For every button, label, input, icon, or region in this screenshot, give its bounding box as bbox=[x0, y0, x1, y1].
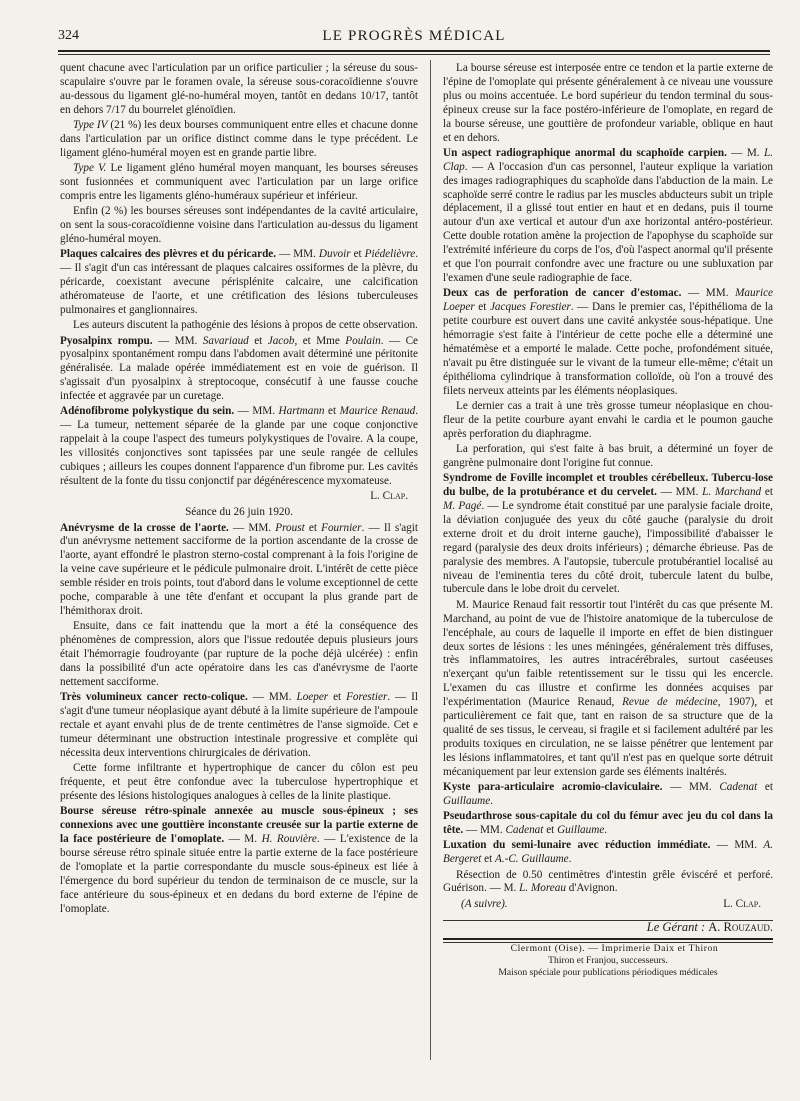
page-number: 324 bbox=[58, 28, 79, 43]
text-run: — M. bbox=[726, 146, 764, 159]
author-name: A. Bergeret bbox=[443, 839, 773, 866]
text-run: et bbox=[350, 248, 365, 261]
text-run: Ensuite, dans ce fait inattendu que la mort a été la conséquence des phénomènes de compression, alors que l'issue redoutée depuis plusieurs jours était l'hémorragie foudroyante (par rupture de la poche déjà ulcérée) : enfin dans la possibilité d'un acte opératoire dans les cas d'anévrysme de l'aorte nettement sacciforme. bbox=[60, 620, 418, 688]
report-entry bbox=[443, 472, 773, 597]
text-run: et bbox=[304, 521, 322, 534]
text-run: . — Il s'agit d'une tumeur néoplasique ayant débuté à la limite supérieure de l'ampoule rectale et ayant envahi plus de de trente centimètres de l'anse sigmoïde. Cet e tumeur déterminant une obstruction intestinale progressive et complète qui nécessita deux interventions chirurgicales de dérivation. bbox=[60, 691, 418, 759]
text-run: — MM. bbox=[681, 287, 736, 300]
imprint-rule bbox=[443, 938, 773, 940]
entry-title: Un aspect radiographique anormal du scaphoïde carpien. bbox=[443, 146, 727, 159]
author-name: L. Moreau bbox=[519, 882, 566, 895]
continuation-line bbox=[443, 898, 773, 914]
text-run: et bbox=[324, 405, 340, 418]
header-rule bbox=[58, 50, 770, 52]
report-entry bbox=[443, 839, 773, 867]
author-name: Cadenat bbox=[505, 824, 544, 837]
text-run: . — Ce pyosalpinx spontanément rompu dans l'abdomen avait déterminé une péritonite généralisée. La malade opérée immédiatement est en voie de guérison. Il s'agissait d'un pyosalpinx à streptocoque, consécutif à une fausse couche infectée et aggravée par un curetage. bbox=[60, 334, 418, 403]
gerant-label: Le Gérant : bbox=[646, 919, 706, 934]
text-run: Les auteurs discutent la pathogénie des lésions à propos de cette observation. bbox=[73, 319, 418, 332]
text-run: . — La tumeur, nettement séparée de la glande par une coque conjonctive rappelait à la coupe l'aspect des tumeurs polykystiques de l'ovaire. A la coupe, les villosités conjonctives sont tapissées par une seule rangée de cellules cubiques ; ailleurs les coupes donnent l'apparence d'un fibrome pur. Les cavités résultent de la fonte du tissu conjonctif par dégénérescence myxomateuse. bbox=[60, 405, 419, 488]
text-run: — MM. bbox=[463, 824, 506, 837]
text-run: — MM. bbox=[656, 486, 703, 499]
entry-title: Adénofibrome polykystique du sein. bbox=[60, 405, 235, 418]
text-run: d'Avignon. bbox=[565, 882, 618, 895]
text-run: — MM. bbox=[152, 334, 203, 347]
report-entry bbox=[60, 691, 418, 761]
author-name: M. Pagé bbox=[443, 500, 482, 513]
entry-title: Plaques calcaires des plèvres et du péricarde. bbox=[60, 248, 277, 261]
text-run: quent chacune avec l'articulation par un orifice particulier ; la séreuse du sous-scapulaire s'ouvre par le foramen ovale, la séreuse sous-coracoïdienne s'ouvre au-dessous du ligament glé-no-huméral moyen, tantôt en dedans 10/17, tantôt en dehors 7/17 du bourrelet glénoïdien. bbox=[60, 62, 418, 116]
author-name: Forestier bbox=[346, 691, 388, 704]
to-be-continued: (A suivre). bbox=[461, 897, 508, 910]
left-column bbox=[60, 62, 418, 918]
entry-title: Syndrome de Foville incomplet et troubles cérébelleux. Tubercu-lose du bulbe, de la protubérance et du cervelet. bbox=[443, 472, 773, 499]
paragraph bbox=[443, 443, 773, 471]
author-name: Guillaume bbox=[443, 794, 491, 807]
author-name: Proust bbox=[275, 521, 305, 534]
text-run: et bbox=[481, 853, 495, 866]
author-name: Maurice Renaud bbox=[339, 405, 416, 418]
gerant-line bbox=[443, 921, 773, 935]
paragraph bbox=[60, 205, 418, 247]
text-run: Le dernier cas a trait à une très grosse tumeur néoplasique en chou-fleur de la petite courbure ayant envahi le cardia et le poumon gauche après perforation du diaphragme. bbox=[443, 399, 773, 440]
text-run: . bbox=[604, 824, 608, 837]
header-rule-thin bbox=[58, 54, 770, 55]
text-run: — MM. bbox=[276, 248, 319, 261]
journal-title: LE PROGRÈS MÉDICAL bbox=[322, 28, 506, 44]
author-name: Type V. bbox=[73, 162, 107, 175]
author-name: Hartmann bbox=[278, 405, 325, 418]
text-run: — MM. bbox=[662, 780, 720, 793]
author-name: Poulain bbox=[345, 334, 381, 347]
paragraph bbox=[60, 119, 418, 161]
entry-title: Pseudarthrose sous-capitale du col du fémur avec jeu du col dans la tête. bbox=[443, 810, 773, 837]
right-signature: L. Clap. bbox=[723, 897, 761, 910]
text-run: . — Il s'agit d'un anévrysme nettement sacciforme de la portion ascendante de la crosse de l'aorte, ayant effondré le plastron sterno-costal comprenant à la fois l'origine de la veine cave supérieure et le pédicule pulmonaire droit. L'intérêt de cette pièce semble résider en trois points, tout d'abord dans le volume exceptionnel de cette poche, comparable à une tête d'enfant et occupant la plus grande part de l'hémithorax droit. bbox=[60, 521, 418, 617]
entry-title: Bourse séreuse rétro-spinale annexée au muscle sous-épineux ; ses connexions avec une gouttière inconstante creusée sur la partie externe de la face postérieure de l'omoplate. bbox=[60, 805, 418, 846]
imprint-line-2: Thiron et Franjou, successeurs. bbox=[548, 954, 668, 966]
report-entry bbox=[443, 287, 773, 398]
text-run: . — L'existence de la bourse séreuse rétro spinale située entre la partie externe de la face postérieure de l'omoplate et la partie correspondante du muscle sous-épineux est liée à l'émergence du bord supérieur du tendon de terminaison de ce muscle, sur la face antérieure du sous-épineux et en dedans du bord externe de l'épine de l'omoplate. bbox=[60, 833, 418, 915]
author-name: Jacques Forestier bbox=[489, 301, 571, 314]
author-name: L. Marchand bbox=[702, 486, 762, 499]
page-header bbox=[58, 26, 770, 48]
author-name: H. Rouvière bbox=[261, 833, 317, 846]
paragraph bbox=[443, 62, 773, 145]
text-run: et bbox=[248, 334, 268, 347]
imprint-line-3: Maison spéciale pour publications périodiques médicales bbox=[498, 966, 718, 978]
text-run: — M. bbox=[224, 833, 262, 846]
paragraph bbox=[60, 762, 418, 804]
entry-title: Très volumineux cancer recto-colique. bbox=[60, 691, 248, 704]
report-entry bbox=[443, 147, 773, 286]
author-name: A.-C. Guillaume bbox=[494, 853, 569, 866]
right-column-body bbox=[443, 62, 773, 896]
text-run: Enfin (2 %) les bourses séreuses sont indépendantes de la cavité articulaire, on sent la sous-coracoïdienne voisine dans l'articulation au-dessus du ligament gléno-huméral moyen. bbox=[60, 205, 418, 246]
text-run: , et Mme bbox=[294, 334, 346, 347]
report-entry bbox=[60, 335, 418, 405]
paragraph bbox=[443, 869, 773, 897]
entry-title: Anévrysme de la crosse de l'aorte. bbox=[60, 521, 229, 534]
paragraph bbox=[60, 620, 418, 690]
right-column bbox=[443, 62, 773, 980]
entry-title: Deux cas de perforation de cancer d'estomac. bbox=[443, 287, 682, 300]
text-run: et bbox=[757, 780, 773, 793]
author-name: Maurice Loeper bbox=[443, 287, 773, 314]
text-run: Résection de 0.50 centimètres d'intestin grêle éviscéré et perforé. Guérison. — M. bbox=[443, 868, 773, 895]
text-run: . — Dans le premier cas, l'épithélioma de la petite courbure est ouvert dans une cavité ankystée sous-hépatique. Une hémorragie s'est faite à l'intérieur de cette poche elle a déterminé une hématémèse et a emporté le malade. Cette poche, profondément située, n'avait pu être distinguée sur le vivant de la tumeur elle-même; c'était un épithélioma cylindrique à transformation colloïde, où l'on a trouvé des filets nerveux atteints par les éléments néoplasiques. bbox=[443, 301, 773, 397]
text-run: — MM. bbox=[228, 521, 276, 534]
text-run: et bbox=[474, 301, 490, 314]
imprint-block bbox=[443, 943, 773, 979]
text-run: et bbox=[328, 691, 347, 704]
text-run: . bbox=[568, 853, 572, 866]
paragraph bbox=[60, 62, 418, 118]
author-name: Guillaume bbox=[557, 824, 605, 837]
gerant-name: A. Rouzaud. bbox=[708, 919, 773, 934]
text-run: Le ligament gléno huméral moyen manquant, les bourses séreuses sont fusionnées et communiquent avec l'articulation par un large orifice compris entre les ligaments gléno-huméraux supérieur et inférieur. bbox=[60, 162, 418, 202]
author-name: Jacob bbox=[267, 334, 295, 347]
author-name: Fournier bbox=[321, 521, 362, 534]
paragraph bbox=[60, 162, 418, 204]
paragraph bbox=[443, 599, 773, 780]
report-entry bbox=[60, 522, 418, 619]
imprint-line-1: Clermont (Oise). — Imprimerie Daix et Thiron bbox=[510, 942, 719, 954]
report-entry bbox=[443, 781, 773, 809]
text-run: Cette forme infiltrante et hypertrophique de cancer du côlon est peu fréquente, et peut être confondue avec la tuberculose hypertrophique et présente des lésions histologiques analogues à celles de la linite plastique. bbox=[60, 762, 418, 802]
author-name: Piédelièvre bbox=[364, 248, 416, 261]
column-divider bbox=[430, 60, 431, 1060]
author-name: Duvoir bbox=[318, 248, 351, 261]
report-entry bbox=[60, 805, 418, 916]
report-entry bbox=[60, 248, 418, 318]
text-run: La perforation, qui s'est faite à bas bruit, a déterminé un foyer de gangrène pulmonaire dont l'origine fut connue. bbox=[443, 443, 773, 469]
text-run: La bourse séreuse est interposée entre ce tendon et la partie externe de l'épine de l'omoplate qui présente généralement à ce niveau une voussure plus ou moins accentuée. Le bord supérieur du tendon terminal du sous-épineux creuse sur la face postéro-inférieure de l'omoplate, en regard de la bourse séreuse, une gouttière de profondeur variable, oblique en haut et en dehors. bbox=[443, 62, 773, 144]
session-date: Séance du 26 juin 1920. bbox=[185, 506, 293, 519]
text-run: . bbox=[490, 794, 494, 807]
author-name: Revue de médecine bbox=[622, 696, 718, 709]
text-run: M. Maurice Renaud fait ressortir tout l'intérêt du cas que présente M. Marchand, au point de vue de l'histoire anatomique de la tuberculose de l'encéphale, au cours de laquelle il importe en effet de bien distinguer deux sortes de lésions : les unes méningées, généralement très diffuses, très inflammatoires, les autres intracérébrales, surtout caséeuses n'exerçant qu'un faible retentissement sur le tissu qui les encercle. L'examen du cas illustre et confirme les données acquises par l'expérimentation (Maurice Renaud, bbox=[443, 598, 773, 709]
author-name: Loeper bbox=[296, 691, 329, 704]
paragraph bbox=[443, 400, 773, 442]
entry-title: Luxation du semi-lunaire avec réduction immédiate. bbox=[443, 839, 711, 852]
report-entry bbox=[60, 405, 418, 488]
author-name: L. Clap bbox=[443, 146, 773, 173]
text-run: et bbox=[761, 486, 774, 499]
text-run: , 1907), et particulièrement ce fait que, tant en raison de sa structure que de la qualité de ses tissus, le cerveau, si fragile et si facilement adultéré par les produits toxiques en circulation, ne se laisse pénétrer que lentement par les lésions inflammatoires, et tant qu'il n'est pas en quelque sorte détruit mécaniquement par leur extension garde ses éléments inaltérés. bbox=[443, 696, 773, 778]
paragraph bbox=[60, 319, 418, 333]
signature: L. Clap. bbox=[370, 490, 408, 503]
author-name: Cadenat bbox=[719, 780, 758, 793]
report-entry bbox=[443, 810, 773, 838]
entry-title: Kyste para-articulaire acromio-claviculaire. bbox=[443, 780, 663, 793]
entry-title: Pyosalpinx rompu. bbox=[60, 334, 153, 347]
text-run: (21 %) les deux bourses communiquent entre elles et chacune donne dans l'articulation par un orifice distinct comme dans le type précédent. Le ligament gléno-huméral moyen est en grande partie libre. bbox=[60, 119, 418, 159]
text-run: — MM. bbox=[234, 405, 279, 418]
text-run: . — Le syndrome était constitué par une paralysie faciale droite, la déviation conjuguée des yeux du côté gauche (paralysie du droit externe droit et du droit interne gauche), l'impossibilité d'abaisser le regard (paralysie des deux droits inférieurs) ; démarche ébrieuse. Pas de paralysie des membres. A l'autopsie, tubercule protubérantiel localisé au niveau de l'eminentia teres du côté droit, tubercule latent du bulbe, tubercule dans le lobe droit du cervelet. bbox=[443, 500, 773, 596]
text-run: — MM. bbox=[247, 691, 297, 704]
text-run: — MM. bbox=[710, 839, 764, 852]
text-run: . — Il s'agit d'un cas intéressant de plaques calcaires ossiformes de la plèvre, du péricarde, coexistant avecune périsplénite calcaire, une calcification athéromateuse de l'aorte, et une crétification des lésions tuberculeuses pulmonaires et ganglionnaires. bbox=[60, 248, 418, 316]
text-run: . — A l'occasion d'un cas personnel, l'auteur explique la variation des images radiographiques du scaphoïde dans l'abduction de la main. Le scaphoïde serré contre le radius par les muscles abducteurs subit un triple déplacement, il a glissé tout entier en haut et en dedans, puis il tourne autour d'un axe vertical et autour d'un axe horizontal antéro-postérieur. Cette double rotation amène la projection de l'apophyse du scaphoïde sur l'extrémité inférieure du corps de l'os, d'où l'aspect anormal qu'il présente et que l'on pourrait confondre avec une fracture ou une subluxation par l'examen d'une seule radiographie de face. bbox=[443, 160, 773, 284]
author-name: Savariaud bbox=[202, 334, 249, 347]
author-name: Type IV bbox=[73, 119, 108, 132]
text-run: et bbox=[543, 824, 558, 837]
